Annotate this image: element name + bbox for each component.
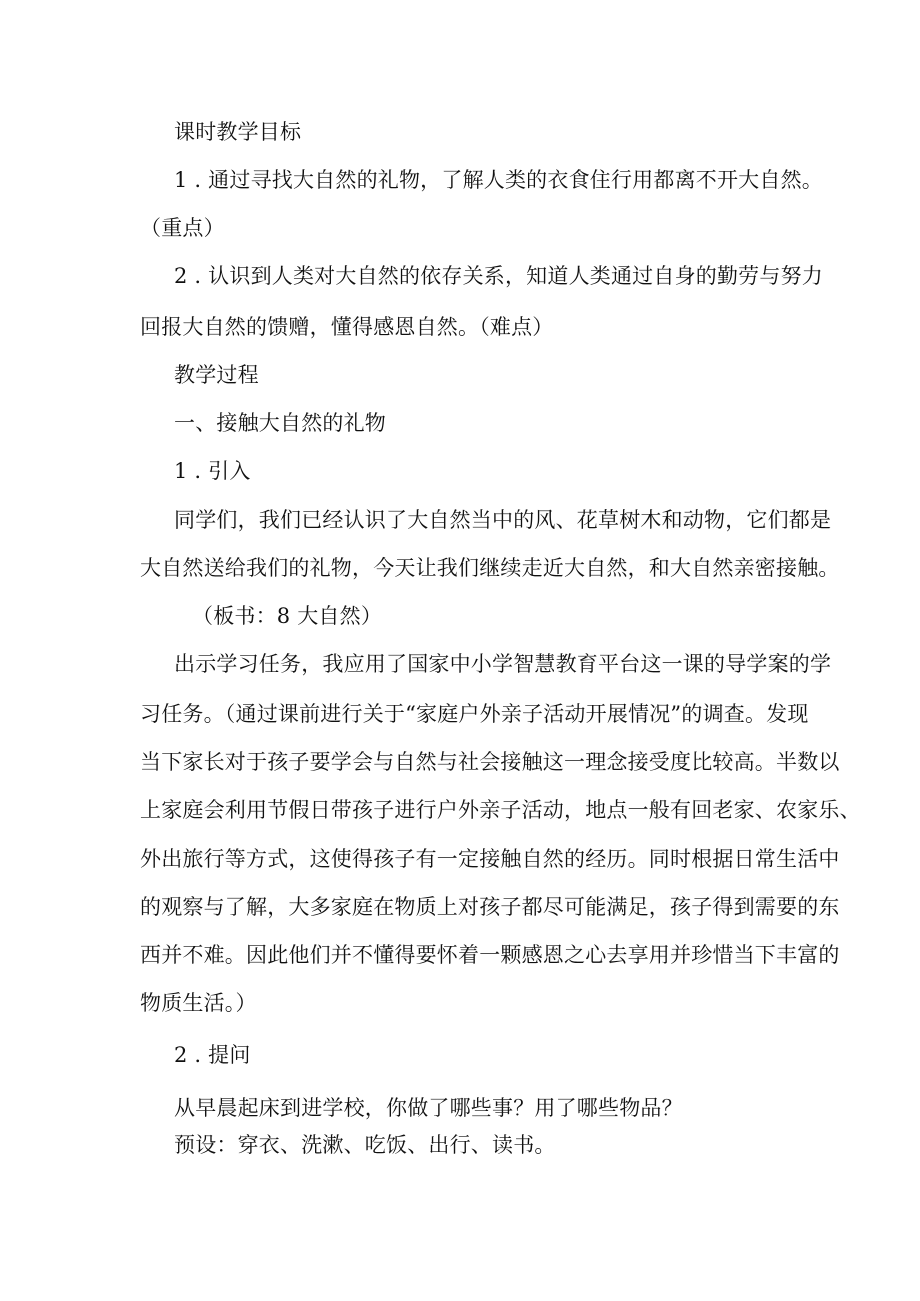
goal-item-1: 1 . 通过寻找大自然的礼物，了解人类的衣食住行用都离不开大自然。 [174,168,823,192]
paragraph-line: 上家庭会利用节假日带孩子进行户外亲子活动，地点一般有回老家、农家乐、 [140,798,861,822]
subheading-introduction: 1 . 引入 [174,459,251,483]
paragraph-line: 物质生活。） [140,991,257,1015]
heading-teaching-process: 教学过程 [174,363,259,387]
question-line: 从早晨起床到进学校，你做了哪些事？用了哪些物品？ [174,1096,683,1120]
section-heading-1: 一、接触大自然的礼物 [174,411,386,435]
goal-item-2: 2 . 认识到人类对大自然的依存关系，知道人类通过自身的勤劳与努力 [174,264,823,288]
heading-lesson-goals: 课时教学目标 [174,120,302,144]
paragraph-line: 当下家长对于孩子要学会与自然与社会接触这一理念接受度比较高。半数以 [140,750,840,774]
paragraph-line: 同学们，我们已经认识了大自然当中的风、花草树木和动物，它们都是 [174,508,832,532]
paragraph-line: 出示学习任务，我应用了国家中小学智慧教育平台这一课的导学案的学 [174,652,832,676]
paragraph-line: 大自然送给我们的礼物，今天让我们继续走近大自然，和大自然亲密接触。 [140,556,840,580]
goal-item-1-note: （重点） [140,216,225,240]
paragraph-line: 西并不难。因此他们并不懂得要怀着一颗感恩之心去享用并珍惜当下丰富的 [140,943,840,967]
paragraph-line: 的观察与了解，大多家庭在物质上对孩子都尽可能满足，孩子得到需要的东 [140,895,840,919]
goal-item-2-continued: 回报大自然的馈赠，懂得感恩自然。（难点） [140,315,554,339]
expected-answer-line: 预设：穿衣、洗漱、吃饭、出行、读书。 [174,1133,556,1157]
paragraph-line: 外出旅行等方式，这使得孩子有一定接触自然的经历。同时根据日常生活中 [140,847,840,871]
paragraph-line: 习任务。（通过课前进行关于“家庭户外亲子活动开展情况”的调查。发现 [140,702,809,726]
board-writing-note: （板书：8 大自然） [192,604,383,628]
subheading-question: 2 . 提问 [174,1043,251,1067]
